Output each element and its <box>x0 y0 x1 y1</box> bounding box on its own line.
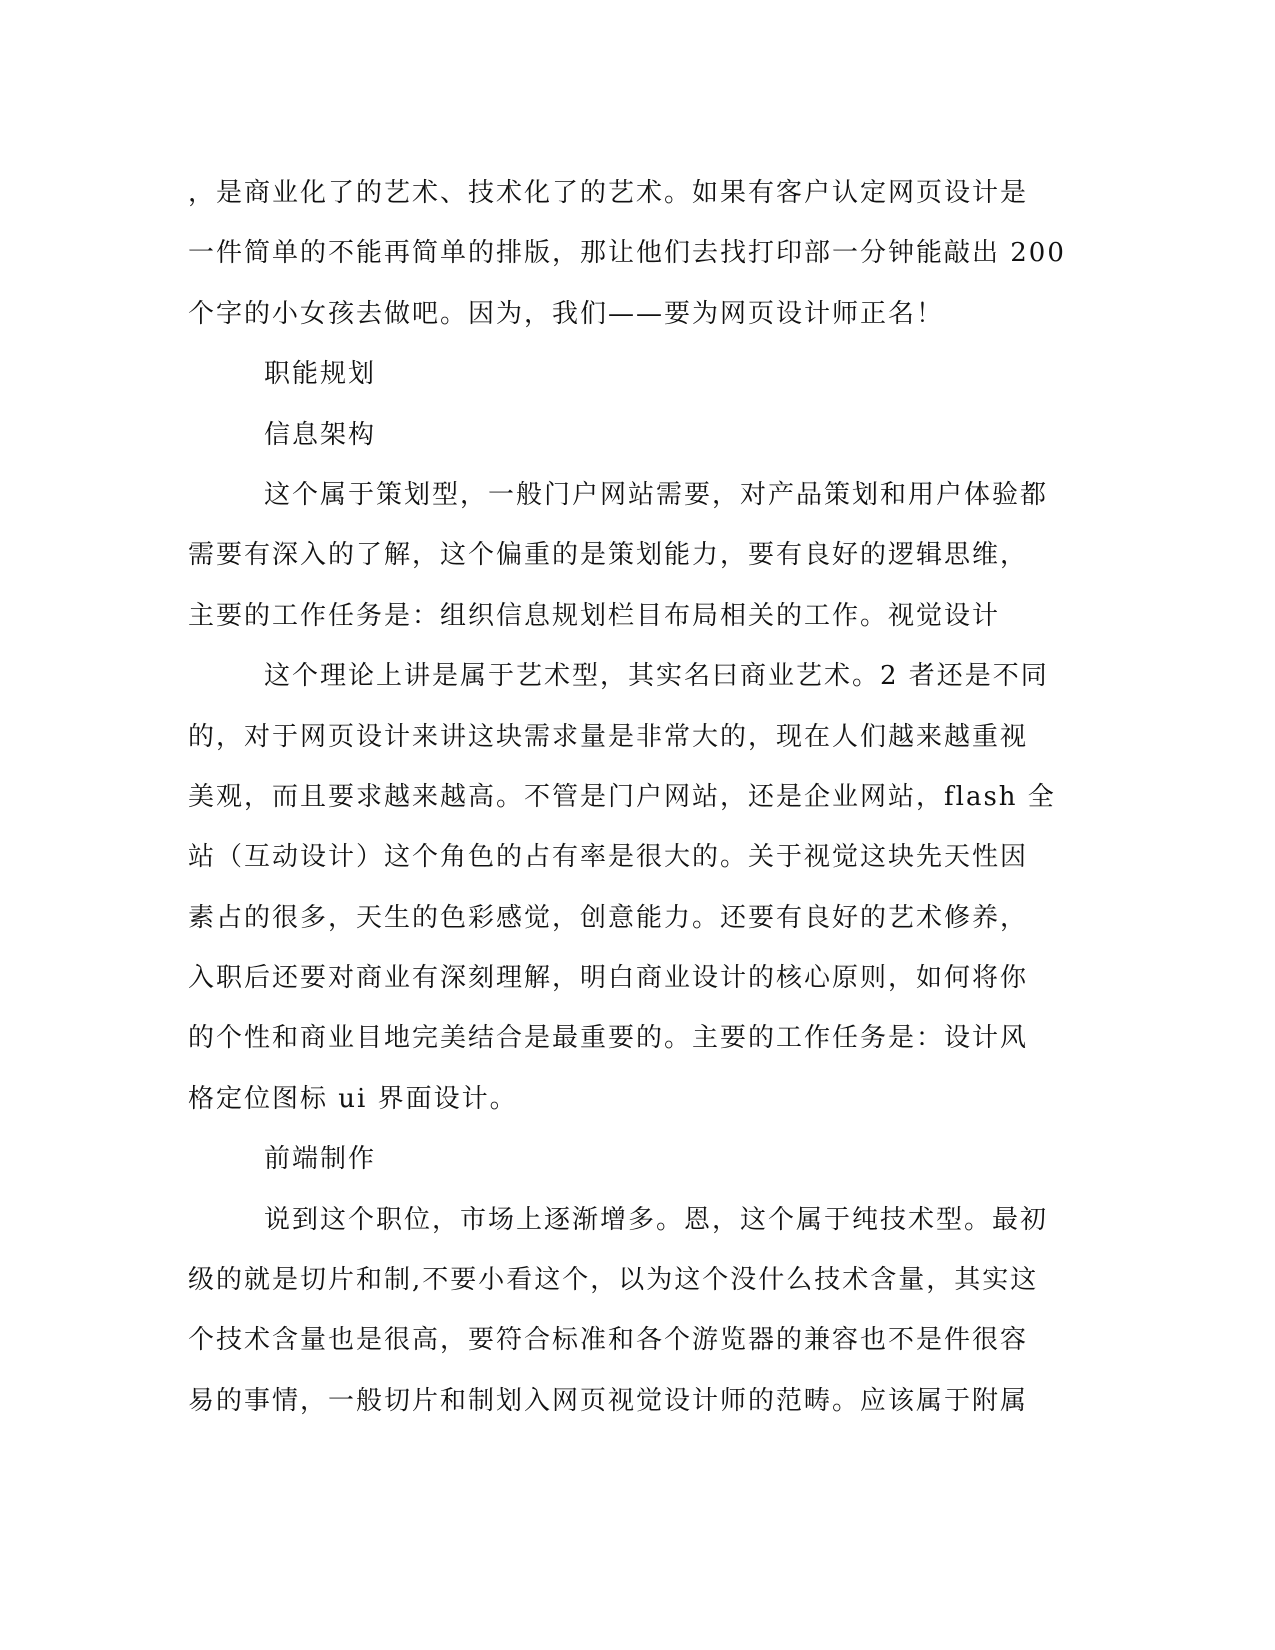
text-line: 一件简单的不能再简单的排版，那让他们去找打印部一分钟能敲出 200 <box>188 238 1066 269</box>
text-line: 易的事情，一般切片和制划入网页视觉设计师的范畴。应该属于附属 <box>188 1385 1029 1416</box>
text-line: ，是商业化了的艺术、技术化了的艺术。如果有客户认定网页设计是 <box>188 178 1029 208</box>
text-line: 个技术含量也是很高，要符合标准和各个游览器的兼容也不是件很容 <box>188 1325 1029 1356</box>
text-line: 信息架构 <box>264 419 377 450</box>
text-line: 说到这个职位，市场上逐渐增多。恩，这个属于纯技术型。最初 <box>264 1204 1049 1235</box>
body-text <box>188 163 1088 1431</box>
text-line: 的个性和商业目地完美结合是最重要的。主要的工作任务是：设计风 <box>188 1023 1029 1054</box>
text-line: 前端制作 <box>264 1144 377 1175</box>
text-line: 入职后还要对商业有深刻理解，明白商业设计的核心原则，如何将你 <box>188 963 1029 994</box>
text-line: 主要的工作任务是：组织信息规划栏目布局相关的工作。视觉设计 <box>188 600 1001 631</box>
text-line: 需要有深入的了解，这个偏重的是策划能力，要有良好的逻辑思维， <box>188 540 1029 571</box>
text-line: 这个属于策划型，一般门户网站需要，对产品策划和用户体验都 <box>264 479 1049 510</box>
text-line: 个字的小女孩去做吧。因为，我们——要为网页设计师正名！ <box>188 298 945 329</box>
text-line: 这个理论上讲是属于艺术型，其实名曰商业艺术。2 者还是不同 <box>264 661 1049 692</box>
text-line: 级的就是切片和制,不要小看这个，以为这个没什么技术含量，其实这 <box>188 1265 1039 1296</box>
text-line: 的，对于网页设计来讲这块需求量是非常大的，现在人们越来越重视 <box>188 721 1029 752</box>
text-line: 站（互动设计）这个角色的占有率是很大的。关于视觉这块先天性因 <box>188 842 1029 873</box>
text-line: 职能规划 <box>264 359 377 390</box>
text-line: 美观，而且要求越来越高。不管是门户网站，还是企业网站，flash 全 <box>188 781 1056 812</box>
text-line: 素占的很多，天生的色彩感觉，创意能力。还要有良好的艺术修养， <box>188 902 1029 933</box>
text-line: 格定位图标 ui 界面设计。 <box>188 1083 518 1114</box>
